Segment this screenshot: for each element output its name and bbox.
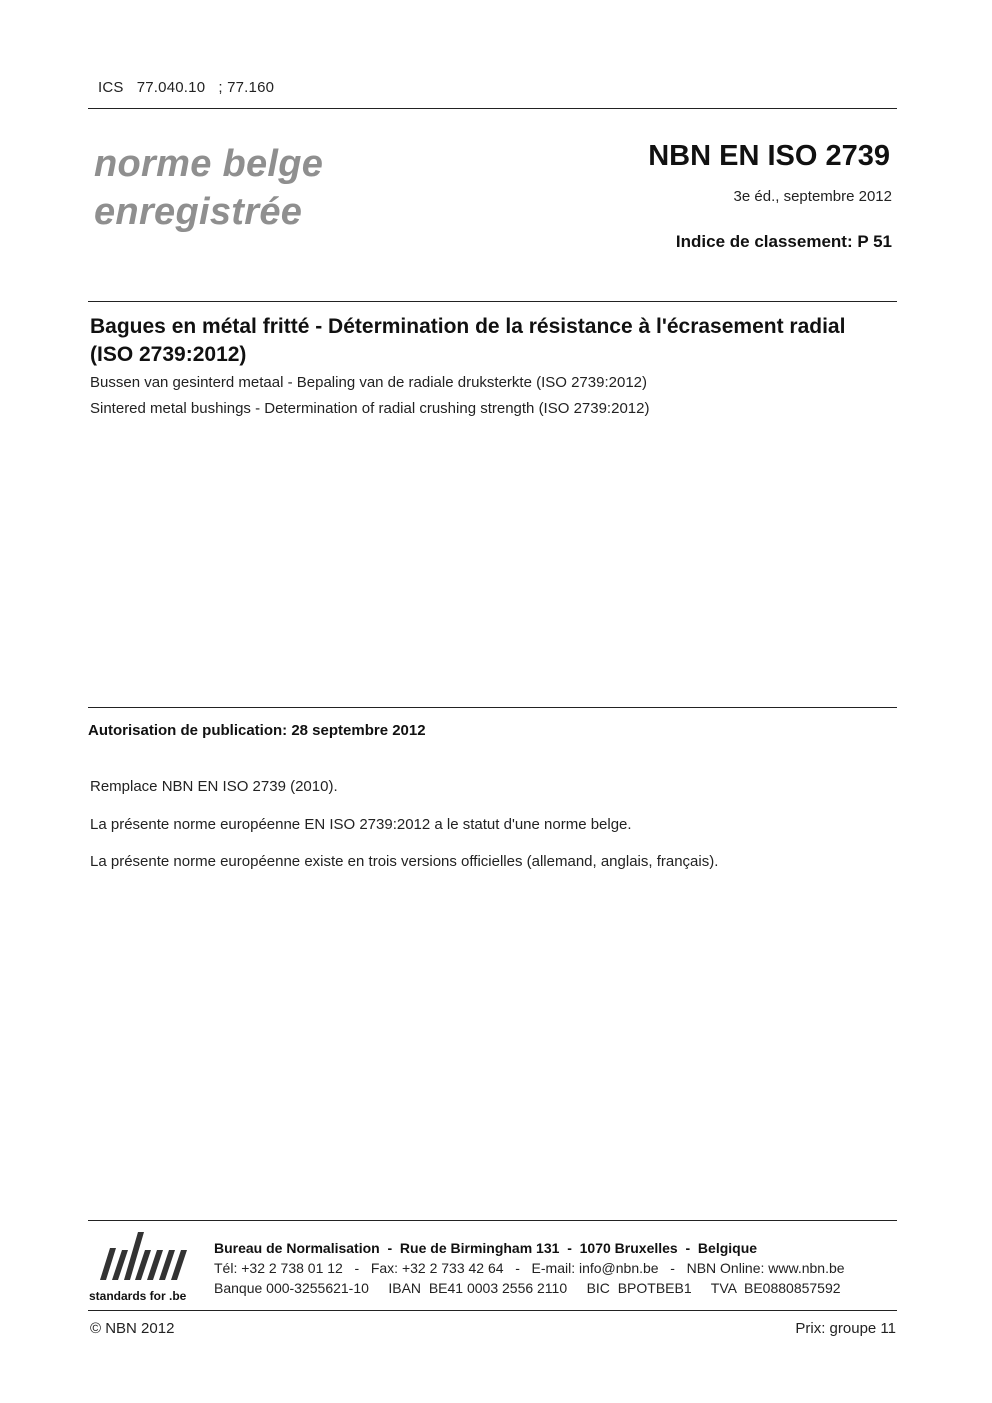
remark-replaces: Remplace NBN EN ISO 2739 (2010). xyxy=(90,778,338,795)
title-english: Sintered metal bushings - Determination of radial crushing strength (ISO 2739:2012) xyxy=(90,400,650,417)
classification-index: Indice de classement: P 51 xyxy=(675,232,892,251)
footer-divider xyxy=(88,1220,897,1221)
publication-divider xyxy=(88,707,897,708)
copyright: © NBN 2012 xyxy=(90,1320,175,1337)
title-french: Bagues en métal fritté - Détermination de la résistance à l'écrasement radial (ISO 2739:2012) xyxy=(90,315,846,366)
nbn-logo xyxy=(88,1226,202,1306)
title-divider xyxy=(88,301,897,302)
nbn-logo-icon xyxy=(88,1226,202,1306)
logo-tagline: standards for .be xyxy=(89,1289,187,1303)
brand-line-1: norme belge xyxy=(94,143,324,185)
header-divider xyxy=(88,108,897,109)
nbn-contact: Tél: +32 2 738 01 12 - Fax: +32 2 733 42 64 - E-mail: info@nbn.be - NBN Online: www.nbn.be xyxy=(214,1260,845,1276)
bottom-divider xyxy=(88,1310,897,1311)
remark-status: La présente norme européenne EN ISO 2739:2012 a le statut d'une norme belge. xyxy=(90,816,632,833)
brand-line-2: enregistrée xyxy=(94,191,303,233)
price-group: Prix: groupe 11 xyxy=(795,1320,896,1337)
standard-number: NBN EN ISO 2739 xyxy=(648,140,890,172)
nbn-address: Bureau de Normalisation - Rue de Birmingham 131 - 1070 Bruxelles - Belgique xyxy=(214,1240,758,1256)
brand-title xyxy=(94,140,323,236)
publication-authorization: Autorisation de publication: 28 septembre 2012 xyxy=(88,722,426,739)
title-dutch: Bussen van gesinterd metaal - Bepaling van de radiale druksterkte (ISO 2739:2012) xyxy=(90,374,647,391)
remark-versions: La présente norme européenne existe en trois versions officielles (allemand, anglais, français). xyxy=(90,853,719,870)
nbn-bank-details: Banque 000-3255621-10 IBAN BE41 0003 2556 2110 BIC BPOTBEB1 TVA BE0880857592 xyxy=(214,1280,841,1296)
ics-code: ICS 77.040.10 ; 77.160 xyxy=(98,79,275,96)
edition-date: 3e éd., septembre 2012 xyxy=(733,188,892,205)
